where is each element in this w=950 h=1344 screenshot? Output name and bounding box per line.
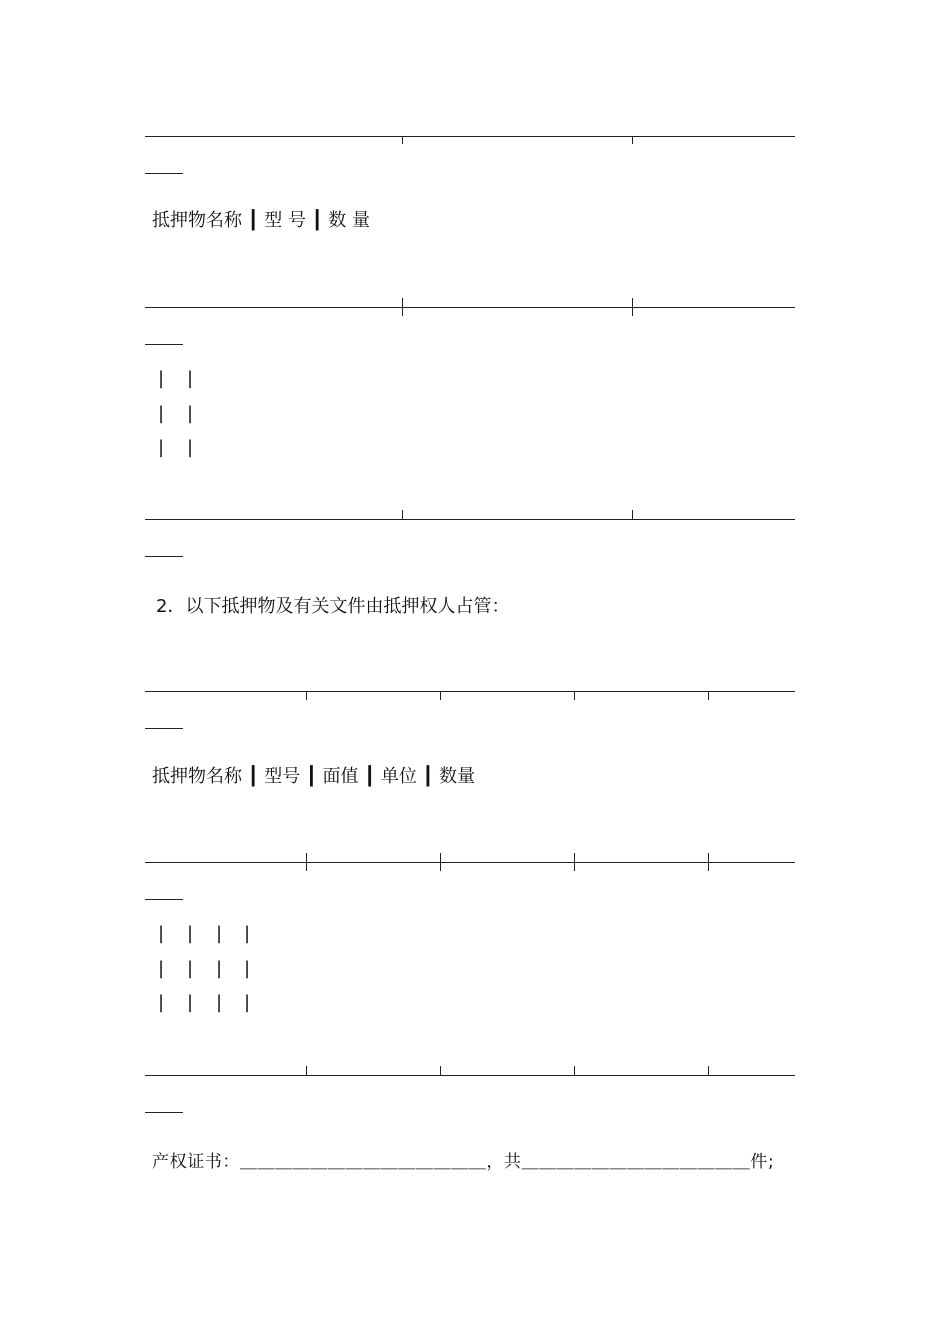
table2-bottom-border <box>145 1075 795 1076</box>
table2-cell-divider: | <box>158 958 165 979</box>
table2-cell-divider: | <box>187 958 194 979</box>
certificate-line: 产权证书：＿＿＿＿＿＿＿＿＿＿＿＿＿＿，共＿＿＿＿＿＿＿＿＿＿＿＿＿件; <box>152 1152 775 1172</box>
table1-top-tick <box>632 136 633 144</box>
table1-cell-divider: | <box>187 437 194 458</box>
table1-header: 抵押物名称 ┃ 型 号 ┃ 数 量 <box>152 210 371 231</box>
table2-cell-divider: | <box>187 992 194 1013</box>
table2-top-tick <box>306 691 307 700</box>
table2-bottom-tick <box>440 1066 441 1075</box>
table2-separator-tick <box>574 853 575 871</box>
table1-header-separator <box>145 307 795 308</box>
table1-bottom-border <box>145 519 795 520</box>
table2-cell-divider: | <box>244 958 251 979</box>
table2-top-tick <box>574 691 575 700</box>
table2-cell-divider: | <box>158 992 165 1013</box>
table2-header: 抵押物名称 ┃ 型号 ┃ 面值 ┃ 单位 ┃ 数量 <box>152 766 476 787</box>
table1-cell-divider: | <box>187 403 194 424</box>
table2-separator-tick <box>306 853 307 871</box>
table1-bottom-tick <box>402 510 403 519</box>
table1-top-border <box>145 136 795 137</box>
table1-cell-divider: | <box>158 403 165 424</box>
table2-cell-divider: | <box>187 923 194 944</box>
table2-top-tick <box>708 691 709 700</box>
table1-bottom-border-wrap <box>145 556 183 557</box>
table1-cell-divider: | <box>158 368 165 389</box>
table1-cell-divider: | <box>187 368 194 389</box>
table2-bottom-tick <box>306 1066 307 1075</box>
table1-top-border-wrap <box>145 173 183 174</box>
table2-cell-divider: | <box>216 992 223 1013</box>
table2-bottom-tick <box>708 1066 709 1075</box>
table2-separator-wrap <box>145 899 183 900</box>
table1-top-tick <box>402 136 403 144</box>
table2-separator-tick <box>708 853 709 871</box>
table2-cell-divider: | <box>244 923 251 944</box>
table2-separator-tick <box>440 853 441 871</box>
table1-separator-wrap <box>145 344 183 345</box>
table1-separator-tick <box>632 298 633 316</box>
table1-separator-tick <box>402 298 403 316</box>
table2-top-tick <box>440 691 441 700</box>
table2-cell-divider: | <box>158 923 165 944</box>
table2-bottom-tick <box>574 1066 575 1075</box>
table1-cell-divider: | <box>158 437 165 458</box>
table2-header-separator <box>145 862 795 863</box>
section2-heading: 2．以下抵押物及有关文件由抵押权人占管： <box>156 596 510 617</box>
table2-top-border-wrap <box>145 728 183 729</box>
table2-top-border <box>145 691 795 692</box>
table2-cell-divider: | <box>216 923 223 944</box>
table2-cell-divider: | <box>216 958 223 979</box>
table2-cell-divider: | <box>244 992 251 1013</box>
table2-bottom-border-wrap <box>145 1112 183 1113</box>
table1-bottom-tick <box>632 510 633 519</box>
